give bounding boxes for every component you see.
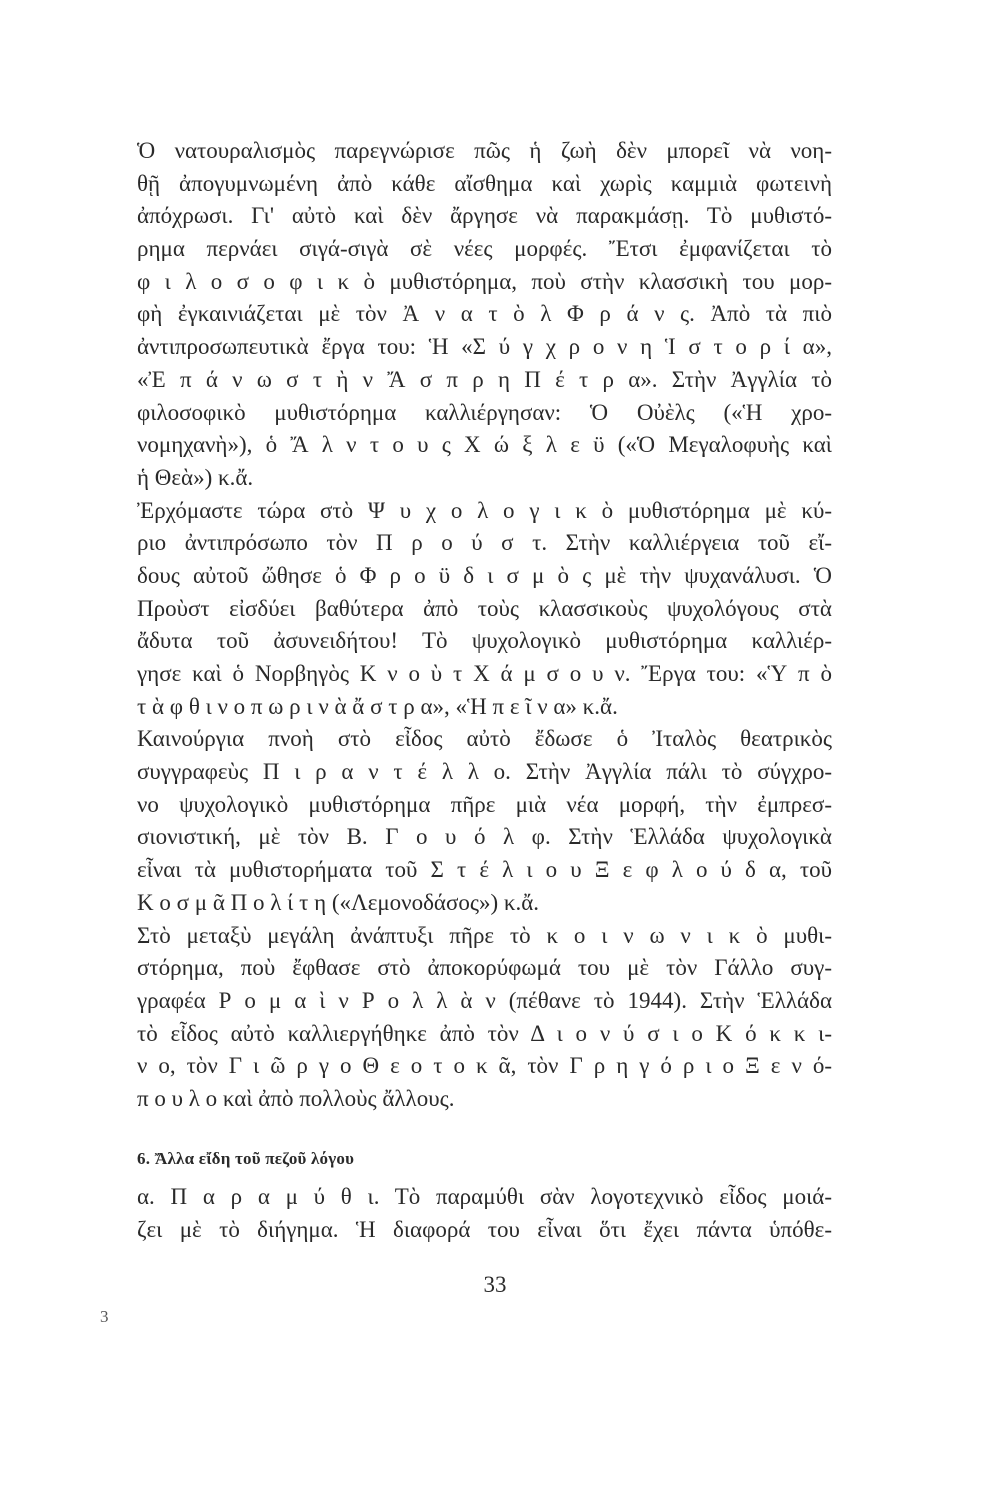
- text-line: ἄδυτα τοῦ ἀσυνειδήτου! Τὸ ψυχολογικὸ μυθιστόρημα καλλιέρ-: [137, 628, 832, 654]
- text-line: α. Π α ρ α μ ύ θ ι. Τὸ παραμύθι σὰν λογοτεχνικὸ εἶδος μοιά-: [137, 1184, 832, 1209]
- text-line: Ἐρχόμαστε τώρα στὸ Ψ υ χ ο λ ο γ ι κ ὸ μυθιστόρημα μὲ κύ-: [137, 497, 832, 523]
- text-line: ἀπόχρωσι. Γι' αὐτὸ καὶ δὲν ἄργησε νὰ παρακμάσῃ. Τὸ μυθιστό-: [137, 203, 832, 229]
- text-line: ζει μὲ τὸ διήγημα. Ἡ διαφορά του εἶναι ὅτι ἔχει πάντα ὑπόθε-: [137, 1216, 832, 1242]
- text-line: στόρημα, ποὺ ἔφθασε στὸ ἀποκορύφωμά του μὲ τὸν Γάλλο συγ-: [137, 955, 832, 981]
- text-line: νο ψυχολογικὸ μυθιστόρημα πῆρε μιὰ νέα μορφή, τὴν ἐμπρεσ-: [137, 791, 832, 817]
- text-line: φιλοσοφικὸ μυθιστόρημα καλλιέργησαν: Ὁ Οὐὲλς («Ἡ χρο-: [137, 399, 832, 425]
- text-line: Ὁ νατουραλισμὸς παρεγνώρισε πῶς ἡ ζωὴ δὲν μπορεῖ νὰ νοη-: [137, 138, 832, 163]
- text-line: τ ὰ φ θ ι ν ο π ω ρ ι ν ὰ ἄ σ τ ρ α», «Ἡ π ε ῖ ν α» κ.ἄ.: [137, 693, 618, 719]
- text-line: Καινούργια πνοὴ στὸ εἶδος αὐτὸ ἔδωσε ὁ Ἰταλὸς θεατρικὸς: [137, 726, 832, 752]
- text-line: «Ἐ π ά ν ω σ τ ὴ ν Ἄ σ π ρ η Π έ τ ρ α». Στὴν Ἀγγλία τὸ: [137, 366, 832, 392]
- text-line: ρημα περνάει σιγά-σιγὰ σὲ νέες μορφές. Ἔτσι ἐμφανίζεται τὸ: [137, 236, 832, 262]
- text-line: Στὸ μεταξὺ μεγάλη ἀνάπτυξι πῆρε τὸ κ ο ι ν ω ν ι κ ὸ μυθι-: [137, 922, 832, 948]
- signature-mark: 3: [100, 1307, 109, 1326]
- text-line: ριο ἀντιπρόσωπο τὸν Π ρ ο ύ σ τ. Στὴν καλλιέργεια τοῦ εἴ-: [137, 530, 832, 556]
- text-line: εἶναι τὰ μυθιστορήματα τοῦ Σ τ έ λ ι ο υ Ξ ε φ λ ο ύ δ α, τοῦ: [137, 857, 832, 883]
- text-line: γησε καὶ ὁ Νορβηγὸς Κ ν ο ὺ τ Χ ά μ σ ο υ ν. Ἔργα του: «Ὑ π ὸ: [137, 661, 832, 686]
- text-line: Κ ο σ μ ᾶ Π ο λ ί τ η («Λεμονοδάσος») κ.ἄ.: [137, 889, 540, 915]
- body-text: [137, 135, 832, 1116]
- text-line: ἡ Θεὰ») κ.ἄ.: [137, 464, 254, 490]
- text-line: φ ι λ ο σ ο φ ι κ ὸ μυθιστόρημα, ποὺ στὴν κλασσικὴ του μορ-: [137, 268, 832, 294]
- text-line: συγγραφεὺς Π ι ρ α ν τ έ λ λ ο. Στὴν Ἀγγλία πάλι τὸ σύγχρο-: [137, 759, 832, 785]
- text-line: δους αὐτοῦ ὤθησε ὁ Φ ρ ο ϋ δ ι σ μ ὸ ς μὲ τὴν ψυχανάλυσι. Ὁ: [137, 562, 832, 588]
- text-line: νομηχανὴ»), ὁ Ἄ λ ν τ ο υ ς Χ ώ ξ λ ε ϋ («Ὁ Μεγαλοφυὴς καὶ: [137, 432, 832, 458]
- text-line: σιονιστική, μὲ τὸν Β. Γ ο υ ό λ φ. Στὴν Ἑλλάδα ψυχολογικὰ: [137, 824, 832, 850]
- text-line: θῇ ἀπογυμνωμένη ἀπὸ κάθε αἴσθημα καὶ χωρὶς καμμιὰ φωτεινὴ: [137, 170, 832, 196]
- text-line: τὸ εἶδος αὐτὸ καλλιεργήθηκε ἀπὸ τὸν Δ ι ο ν ύ σ ι ο Κ ό κ κ ι-: [137, 1020, 832, 1046]
- text-line: γραφέα Ρ ο μ α ὶ ν Ρ ο λ λ ὰ ν (πέθανε τὸ 1944). Στὴν Ἑλλάδα: [137, 987, 832, 1013]
- text-line: φὴ ἐγκαινιάζεται μὲ τὸν Ἀ ν α τ ὸ λ Φ ρ ά ν ς. Ἀπὸ τὰ πιὸ: [137, 301, 832, 327]
- text-line: ἀντιπροσωπευτικὰ ἔργα του: Ἡ «Σ ύ γ χ ρ ο ν η Ἱ σ τ ο ρ ί α»,: [137, 334, 832, 360]
- text-line: ν ο, τὸν Γ ι ῶ ρ γ ο Θ ε ο τ ο κ ᾶ, τὸν Γ ρ η γ ό ρ ι ο Ξ ε ν ό-: [137, 1053, 832, 1079]
- page-number: 33: [483, 1272, 507, 1297]
- section-heading: 6. Ἄλλα εἴδη τοῦ πεζοῦ λόγου: [137, 1149, 355, 1168]
- text-line: Προὺστ εἰσδύει βαθύτερα ἀπὸ τοὺς κλασσικοὺς ψυχολόγους στὰ: [137, 595, 832, 621]
- text-line: π ο υ λ ο καὶ ἀπὸ πολλοὺς ἄλλους.: [137, 1085, 455, 1111]
- body-text-continued: [137, 1181, 832, 1246]
